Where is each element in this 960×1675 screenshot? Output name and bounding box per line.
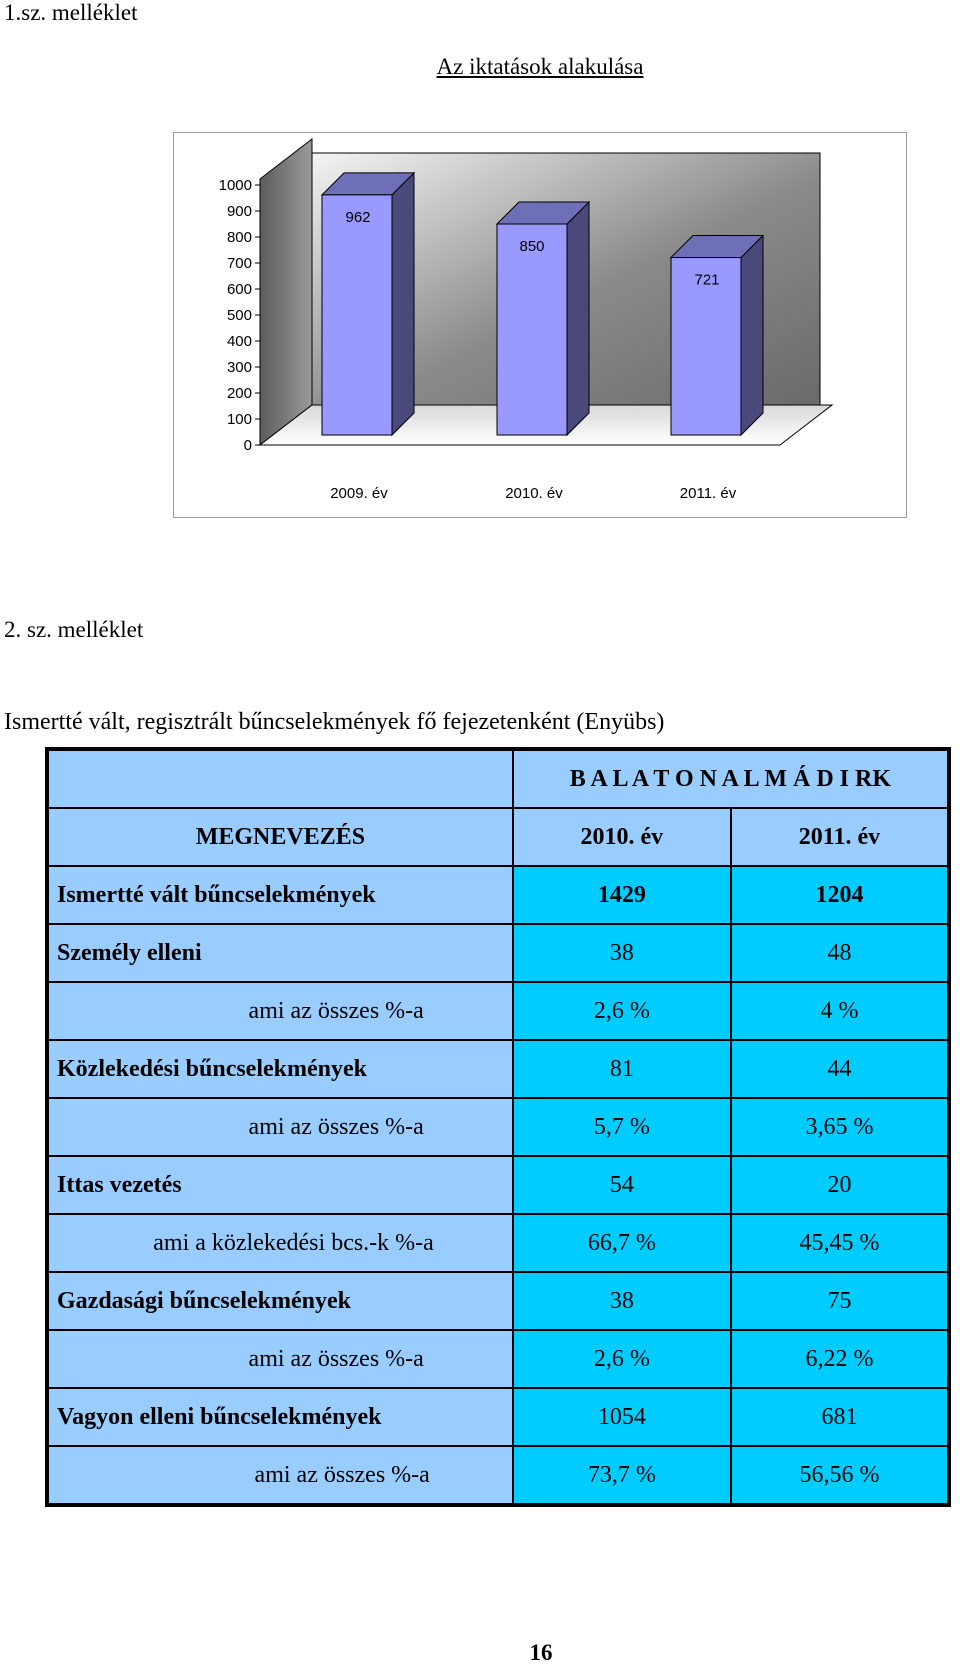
- value-2011: 6,22 %: [731, 1330, 949, 1388]
- y-tick-label: 300: [226, 359, 252, 376]
- y-tick-label: 100: [226, 411, 252, 428]
- row-label: Személy elleni: [47, 924, 513, 982]
- row-label: Közlekedési bűncselekmények: [47, 1040, 513, 1098]
- y-tick-label: 0: [243, 437, 252, 454]
- table-row: [47, 1272, 949, 1330]
- group-header: B A L A T O N A L M Á D I RK: [513, 749, 949, 808]
- table-group-header-row: [47, 749, 949, 808]
- table-row: [47, 924, 949, 982]
- column-header-name: MEGNEVEZÉS: [47, 808, 513, 866]
- y-tick-label: 200: [226, 385, 252, 402]
- value-2011: 45,45 %: [731, 1214, 949, 1272]
- row-label: ami az összes %-a: [47, 982, 513, 1040]
- x-tick-label: 2011. év: [679, 485, 737, 502]
- bar-value-label: 962: [345, 208, 371, 226]
- table-row: [47, 1388, 949, 1446]
- value-2011: 20: [731, 1156, 949, 1214]
- value-2010: 81: [513, 1040, 731, 1098]
- row-label: Ittas vezetés: [47, 1156, 513, 1214]
- bar-value-label: 850: [519, 238, 545, 255]
- row-label: Gazdasági bűncselekmények: [47, 1272, 513, 1330]
- chart-canvas: [174, 133, 908, 519]
- row-label: ami a közlekedési bcs.-k %-a: [47, 1214, 513, 1272]
- y-tick-label: 600: [226, 281, 252, 298]
- value-2011: 75: [731, 1272, 949, 1330]
- table-row: [47, 1156, 949, 1214]
- table-row: [47, 1446, 949, 1505]
- y-tick-label: 800: [226, 229, 252, 246]
- value-2011: 681: [731, 1388, 949, 1446]
- row-label: Ismertté vált bűncselekmények: [47, 866, 513, 924]
- table-title: Ismertté vált, regisztrált bűncselekmények fő fejezetenként (Enyübs): [4, 709, 665, 735]
- y-axis: [219, 177, 260, 454]
- chart-side-wall: [260, 139, 312, 445]
- y-tick-label: 1000: [218, 177, 252, 194]
- value-2011: 1204: [731, 866, 949, 924]
- value-2010: 73,7 %: [513, 1446, 731, 1505]
- row-label: ami az összes %-a: [47, 1446, 513, 1505]
- x-tick-label: 2010. év: [505, 485, 563, 502]
- bar-value-label: 721: [694, 271, 720, 289]
- value-2010: 66,7 %: [513, 1214, 731, 1272]
- value-2011: 44: [731, 1040, 949, 1098]
- bar-side-face: [567, 202, 589, 435]
- table-row: [47, 1040, 949, 1098]
- x-tick-label: 2009. év: [330, 485, 388, 502]
- value-2010: 38: [513, 924, 731, 982]
- bar: [671, 236, 763, 435]
- value-2010: 54: [513, 1156, 731, 1214]
- value-2011: 48: [731, 924, 949, 982]
- chart-title: Az iktatások alakulása: [436, 54, 644, 79]
- x-axis: [330, 485, 736, 502]
- value-2011: 3,65 %: [731, 1098, 949, 1156]
- row-label: ami az összes %-a: [47, 1098, 513, 1156]
- bar-side-face: [392, 173, 414, 435]
- annex-label-2: 2. sz. melléklet: [4, 617, 144, 642]
- value-2011: 4 %: [731, 982, 949, 1040]
- bar-front-face: [497, 224, 567, 435]
- y-tick-label: 900: [226, 203, 252, 220]
- table-row: [47, 982, 949, 1040]
- table-row: [47, 1330, 949, 1388]
- blank-header-cell: [47, 749, 513, 808]
- bar: [322, 173, 414, 435]
- table-row: [47, 866, 949, 924]
- bar-side-face: [741, 236, 763, 435]
- table-row: [47, 1098, 949, 1156]
- bar-front-face: [322, 195, 392, 435]
- y-tick-label: 400: [226, 333, 252, 350]
- crime-statistics-table: [45, 747, 951, 1507]
- value-2010: 38: [513, 1272, 731, 1330]
- table-row: [47, 1214, 949, 1272]
- row-label: ami az összes %-a: [47, 1330, 513, 1388]
- value-2010: 2,6 %: [513, 1330, 731, 1388]
- value-2010: 5,7 %: [513, 1098, 731, 1156]
- value-2010: 1054: [513, 1388, 731, 1446]
- row-label: Vagyon elleni bűncselekmények: [47, 1388, 513, 1446]
- table-header-row: [47, 808, 949, 866]
- annex-label: 1.sz. melléklet: [4, 0, 138, 25]
- bar: [497, 202, 589, 435]
- bar-chart: [173, 132, 907, 518]
- y-tick-label: 700: [226, 255, 252, 272]
- column-header-2011: 2011. év: [731, 808, 949, 866]
- value-2010: 2,6 %: [513, 982, 731, 1040]
- y-tick-label: 500: [226, 307, 252, 324]
- value-2011: 56,56 %: [731, 1446, 949, 1505]
- page-number: 16: [529, 1640, 553, 1665]
- value-2010: 1429: [513, 866, 731, 924]
- column-header-2010: 2010. év: [513, 808, 731, 866]
